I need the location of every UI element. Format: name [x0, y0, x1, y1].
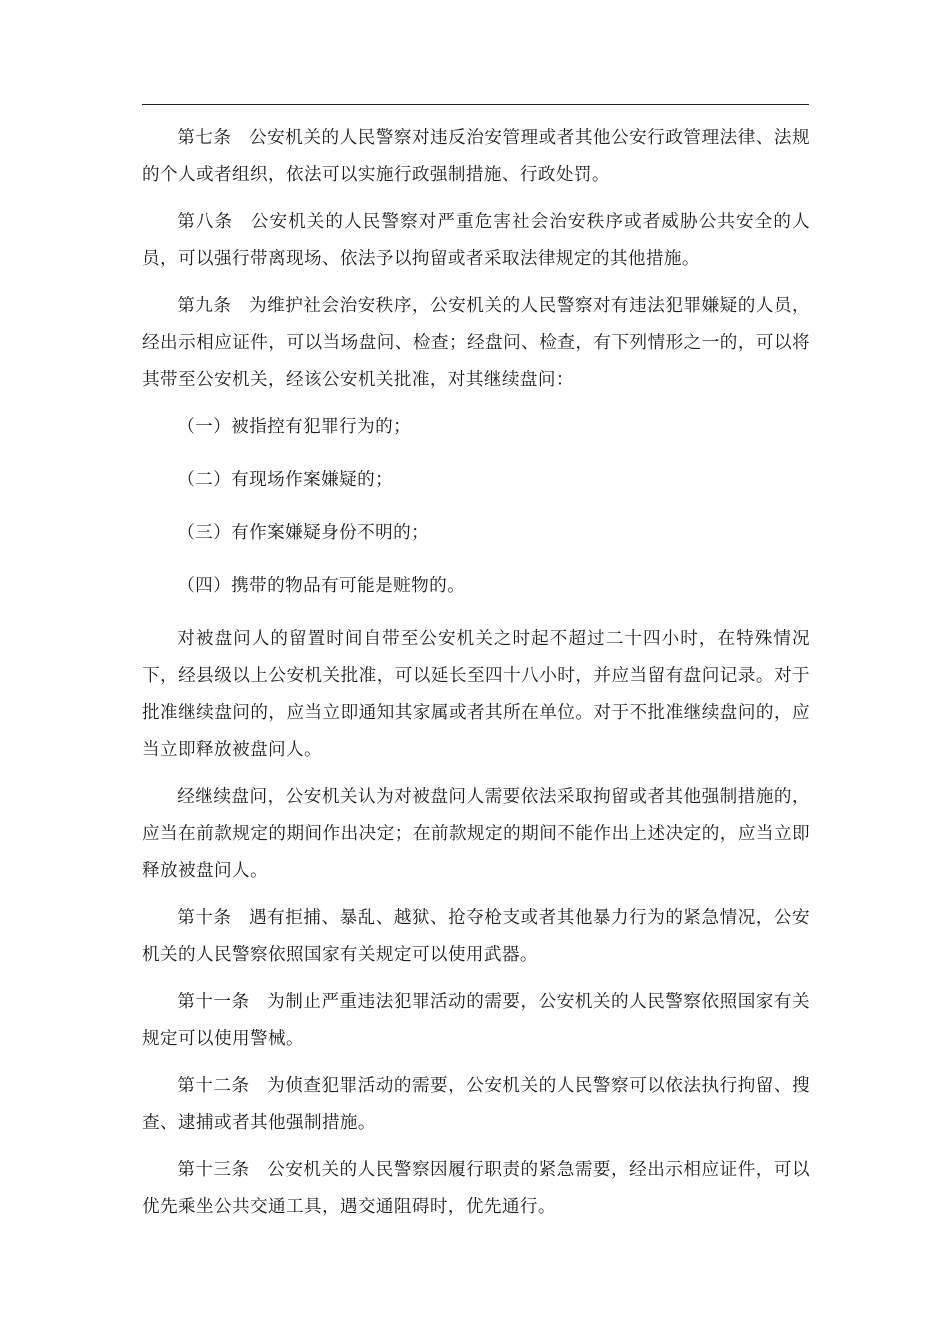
article-number: 第八条	[177, 212, 234, 232]
list-item-number: （三）	[177, 523, 232, 543]
list-item-text: 有作案嫌疑身份不明的；	[231, 523, 430, 543]
list-item	[142, 409, 810, 446]
article-text: 公安机关的人民警察对严重危害社会治安秩序或者威胁公共安全的人员，可以强行带离现场、依法予以拘留或者采取法律规定的其他措施。	[142, 212, 810, 269]
list-item	[142, 568, 810, 605]
article-number: 第十三条	[177, 1160, 250, 1180]
list-item-number: （一）	[177, 417, 232, 437]
article-13	[142, 1152, 810, 1226]
header-rule	[142, 104, 809, 105]
list-item-text: 有现场作案嫌疑的；	[231, 470, 394, 490]
article-text: 公安机关的人民警察对违反治安管理或者其他公安行政管理法律、法规的个人或者组织，依法可以实施行政强制措施、行政处罚。	[142, 128, 810, 185]
article-text: 为侦查犯罪活动的需要，公安机关的人民警察可以依法执行拘留、搜查、逮捕或者其他强制措施。	[142, 1076, 810, 1133]
list-item-text: 被指控有犯罪行为的；	[231, 417, 412, 437]
article-number: 第十条	[177, 908, 232, 928]
detention-paragraph: 对被盘问人的留置时间自带至公安机关之时起不超过二十四小时，在特殊情况下，经县级以上公安机关批准，可以延长至四十八小时，并应当留有盘问记录。对于批准继续盘问的，应当立即通知其家属或者其所在单位。对于不批准继续盘问的，应当立即释放被盘问人。	[142, 629, 810, 760]
article-8	[142, 204, 810, 278]
article-number: 第十一条	[177, 992, 250, 1012]
list-item-number: （二）	[177, 470, 232, 490]
list-item-number: （四）	[177, 576, 232, 596]
document-body	[142, 120, 810, 1236]
article-9	[142, 288, 810, 399]
list-item-text: 携带的物品有可能是赃物的。	[231, 576, 466, 596]
article-7	[142, 120, 810, 194]
article-text: 遇有拒捕、暴乱、越狱、抢夺枪支或者其他暴力行为的紧急情况，公安机关的人民警察依照国家有关规定可以使用武器。	[142, 908, 810, 965]
article-10	[142, 900, 810, 974]
article-text: 为制止严重违法犯罪活动的需要，公安机关的人民警察依照国家有关规定可以使用警械。	[142, 992, 810, 1049]
list-item	[142, 462, 810, 499]
article-number: 第九条	[177, 296, 232, 316]
article-11	[142, 984, 810, 1058]
article-12	[142, 1068, 810, 1142]
continued-questioning-paragraph: 经继续盘问，公安机关认为对被盘问人需要依法采取拘留或者其他强制措施的，应当在前款规定的期间作出决定；在前款规定的期间不能作出上述决定的，应当立即释放被盘问人。	[142, 787, 810, 881]
article-text: 公安机关的人民警察因履行职责的紧急需要，经出示相应证件，可以优先乘坐公共交通工具，遇交通阻碍时，优先通行。	[142, 1160, 810, 1217]
article-number: 第七条	[177, 128, 232, 148]
article-number: 第十二条	[177, 1076, 250, 1096]
list-item	[142, 515, 810, 552]
article-text: 为维护社会治安秩序，公安机关的人民警察对有违法犯罪嫌疑的人员，经出示相应证件，可以当场盘问、检查；经盘问、检查，有下列情形之一的，可以将其带至公安机关，经该公安机关批准，对其继续盘问：	[142, 296, 810, 390]
